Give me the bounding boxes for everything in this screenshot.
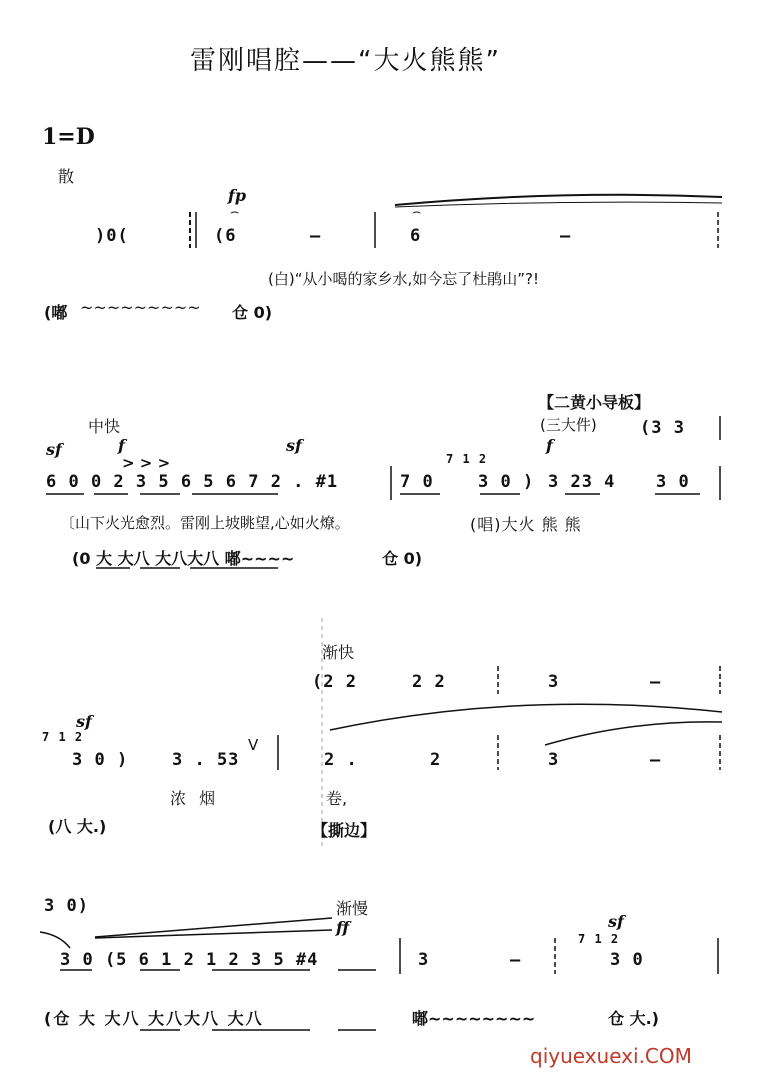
stage-direction: 〔山下火光愈烈。雷刚上坡眺望,心如火燎。 xyxy=(60,514,350,532)
dynamic-marking: sf xyxy=(46,440,62,459)
instrument-label: (三大件) xyxy=(540,416,597,434)
tempo-marking: 中快 xyxy=(88,417,121,436)
percussion-open: (嘟 xyxy=(44,303,68,322)
percussion: (仓 大 大八 大八大八 大八 xyxy=(44,1009,264,1028)
note-sequence: 7 0 xyxy=(400,472,434,492)
percussion-close: 仓 0) xyxy=(232,303,273,322)
percussion-close: 仓 大.) xyxy=(608,1009,659,1028)
key-signature: 1=D xyxy=(42,124,95,150)
note-sequence: 3 23 4 xyxy=(548,472,616,492)
grace-notes: 7 1 2 xyxy=(42,730,84,744)
dynamic-marking: sf xyxy=(76,712,92,731)
lyrics: (唱)大火 熊 熊 xyxy=(470,515,582,534)
percussion: (0 大 大八 大八大八 嘟~~~~ xyxy=(72,549,295,568)
spoken-line: (白)“从小喝的家乡水,如今忘了杜鹃山”?! xyxy=(268,270,539,288)
dynamic-marking: sf xyxy=(608,912,624,931)
tempo-marking: 渐慢 xyxy=(336,899,369,918)
dynamic-marking: sf xyxy=(286,436,302,455)
breath-mark: V xyxy=(248,736,259,754)
page-title: 雷刚唱腔——“大火熊熊” xyxy=(190,46,501,76)
tempo-marking: 散 xyxy=(58,167,75,186)
rest: – xyxy=(560,226,572,246)
note-sequence: 3 . 53 xyxy=(172,750,240,770)
note: (6 xyxy=(214,226,237,246)
note-sequence: 2 xyxy=(430,750,442,770)
rest: – xyxy=(650,672,662,692)
note: 6 xyxy=(410,226,422,246)
note-sequence: 3 0 xyxy=(610,950,644,970)
watermark: qiyuexuexi.COM xyxy=(530,1044,692,1068)
fermata-icon: ⌢ xyxy=(230,204,240,220)
rest: – xyxy=(310,226,322,246)
percussion-close: 仓 0) xyxy=(382,549,423,568)
percussion: (八 大.) xyxy=(48,817,107,836)
grace-notes: 7 1 2 xyxy=(578,932,620,946)
upper-notes: 3 xyxy=(548,672,560,692)
note-sequence: 3 0 ) xyxy=(72,750,129,770)
note-sequence: 3 0 ) xyxy=(478,472,535,492)
dynamic-marking: fp xyxy=(228,186,247,205)
upper-notes: (3 3 xyxy=(640,418,685,438)
banshi-label: 【二黄小导板】 xyxy=(538,393,651,412)
tremolo-wave: ~~~~~~~~~ xyxy=(80,298,201,317)
upper-notes: (2 2 xyxy=(312,672,357,692)
note-sequence: 3 0 xyxy=(656,472,690,492)
note-sequence: 3 xyxy=(548,750,560,770)
percussion: 嘟~~~~~~~~ xyxy=(412,1009,536,1028)
rest: – xyxy=(650,750,662,770)
note-sequence: 3 0 (5 6 1 2 1 2 3 5 #4 xyxy=(60,950,319,970)
dynamic-marking: f xyxy=(118,436,125,455)
rest: – xyxy=(510,950,522,970)
note-sequence: 3 xyxy=(418,950,430,970)
lyrics: 卷, xyxy=(326,789,348,808)
accent-marks: > > > xyxy=(122,454,171,472)
note-sequence: 2 . xyxy=(324,750,358,770)
dynamic-marking: ff xyxy=(336,918,350,937)
fermata-icon: ⌢ xyxy=(412,204,422,220)
dynamic-marking: f xyxy=(546,436,553,455)
opening-notes: )0( xyxy=(95,226,129,246)
note-sequence: 6 0 0 2 3 5 6 5 6 7 2 . #1 xyxy=(46,472,339,492)
grace-notes: 7 1 2 xyxy=(446,452,488,466)
upper-notes: 2 2 xyxy=(412,672,446,692)
banshi-label: 【撕边】 xyxy=(312,821,377,840)
upper-notes: 3 0) xyxy=(44,896,89,916)
lyrics: 浓 烟 xyxy=(170,789,220,808)
tempo-marking: 渐快 xyxy=(322,643,355,662)
